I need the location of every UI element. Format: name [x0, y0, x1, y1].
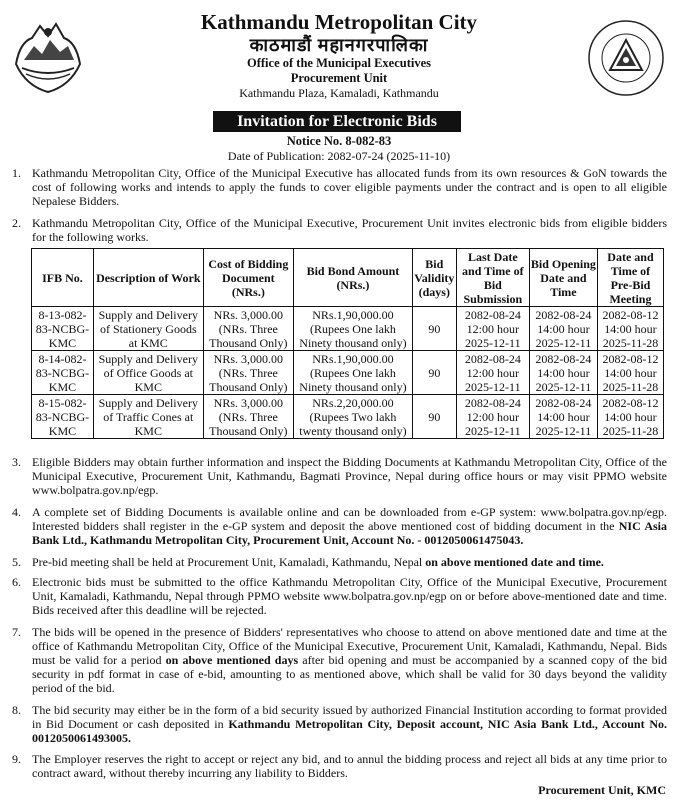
table-cell: NRs.1,90,000.00 (Rupees One lakh Ninety thousand only)	[294, 351, 413, 395]
table-cell: 2082-08-24 12:00 hour 2025-12-11	[456, 395, 529, 439]
column-header: Bid Validity (days)	[412, 249, 456, 307]
notice-number: Notice No. 8-082-83	[286, 134, 392, 148]
paragraph-text-wrap	[32, 555, 667, 569]
paragraph-text: A complete set of Bidding Documents is available online and can be downloaded from e-GP system: www.bolpatra.gov.np/egp. Interested bidders shall register in the e-GP system and deposit the above mentioned cost of bidding document in the	[32, 505, 667, 533]
bank-account-text: NIC Asia Bank Ltd., Kathmandu Metropolitan City, Procurement Unit, Account No. - 0012050061475043.	[32, 519, 668, 547]
column-header: Bid Bond Amount (NRs.)	[294, 249, 413, 307]
paragraph-8	[12, 703, 667, 745]
paragraph-9	[12, 752, 667, 780]
emphasis-text: on above mentioned date and time.	[425, 555, 604, 569]
table-cell: 2082-08-24 14:00 hour 2025-12-11	[529, 307, 597, 351]
table-cell: 2082-08-12 14:00 hour 2025-11-28	[597, 351, 663, 395]
paragraph-3	[12, 455, 667, 497]
paragraph-text: Pre-bid meeting shall be held at Procurement Unit, Kamaladi, Kathmandu, Nepal	[32, 555, 426, 569]
paragraph-text: The bid security may either be in the form of a bid security issued by authorized Financial Institution according to format provided in Bid Document or cash deposited in	[32, 703, 667, 731]
paragraph-text: Eligible Bidders may obtain further information and inspect the Bidding Documents at Kathmandu Metropolitan City, Office of the Municipal Executive, Procurement Unit, Kathmandu, Bagmati Province, Nepal during office hours or may visit PPMO website www.bolpatra.gov.np/egp.	[32, 455, 667, 497]
unit-name: Procurement Unit	[290, 71, 388, 85]
table-cell: 2082-08-24 14:00 hour 2025-12-11	[529, 395, 597, 439]
table-cell: NRs.2,20,000.00 (Rupees Two lakh twenty thousand only)	[294, 395, 413, 439]
column-header: Description of Work	[93, 249, 203, 307]
deposit-account-text: Kathmandu Metropolitan City, Deposit account, NIC Asia Bank Ltd., Account No. 0012050061493005.	[32, 717, 667, 745]
column-header: IFB No.	[32, 249, 94, 307]
paragraph-number: 7.	[12, 625, 21, 639]
paragraph-text: Kathmandu Metropolitan City, Office of the Municipal Executive has allocated funds from its own resources & GoN towards the cost of following works and intends to apply the funds to cover eligible payments under the contract and is open to all eligible Nepalese Bidders.	[32, 166, 667, 208]
table-header-row	[32, 249, 664, 307]
paragraph-number: 3.	[12, 455, 21, 469]
paragraph-text: The bids will be opened in the presence of Bidders' representatives who choose to attend on above mentioned date and time at the office of Kathmandu Metropolitan City, Office of the Municipal Executive, Procurement Unit, Kamaladi, Kathmandu, Nepal. Bids must be valid for a period	[32, 625, 667, 667]
kmc-emblem-logo	[10, 12, 86, 94]
paragraph-number: 6.	[12, 575, 21, 589]
paragraph-2	[12, 216, 667, 244]
table-cell: Supply and Delivery of Stationery Goods at KMC	[93, 307, 203, 351]
paragraph-number: 2.	[12, 216, 21, 230]
paragraph-6	[12, 575, 667, 617]
paragraph-text: after bid opening and must be accompanied by a scanned copy of the bid security in pdf format in case of e-bid, amounting to as mentioned above, which shall be valid for 30 days beyond the validity period of the bid.	[32, 653, 667, 695]
paragraph-5	[12, 555, 667, 569]
notice-header	[0, 0, 678, 112]
notice-title: Invitation for Electronic Bids	[213, 111, 461, 132]
paragraph-number: 1.	[12, 166, 21, 180]
org-name-nepali: काठमाडौं महानगरपालिका	[249, 35, 429, 55]
table-cell: 8-13-082-83-NCBG-KMC	[32, 307, 94, 351]
signature: Procurement Unit, KMC	[538, 783, 666, 797]
table-row	[32, 307, 664, 351]
table-cell: 90	[412, 351, 456, 395]
column-header: Cost of Bidding Document (NRs.)	[203, 249, 293, 307]
paragraph-text: Electronic bids must be submitted to the office Kathmandu Metropolitan City, Office of the Municipal Executive, Procurement Unit, Kamaladi, Kathmandu, Nepal through PPMO website www.bolpatra.gov.np/egp on or before above-mentioned date and time. Bids received after this deadline will be rejected.	[32, 575, 667, 617]
paragraph-text: The Employer reserves the right to accept or reject any bid, and to annul the bidding process and reject all bids at any time prior to contract award, without thereby incurring any liability to Bidders.	[32, 752, 667, 780]
paragraph-number: 8.	[12, 703, 21, 717]
kmc-seal-stamp	[586, 18, 666, 98]
paragraph-number: 9.	[12, 752, 21, 766]
column-header: Date and Time of Pre-Bid Meeting	[597, 249, 663, 307]
paragraph-4	[12, 505, 667, 547]
bids-table	[31, 248, 664, 439]
table-cell: 2082-08-24 14:00 hour 2025-12-11	[529, 351, 597, 395]
table-cell: 90	[412, 395, 456, 439]
office-name: Office of the Municipal Executives	[247, 56, 431, 70]
paragraph-text-wrap	[32, 703, 667, 745]
table-cell: 2082-08-12 14:00 hour 2025-11-28	[597, 395, 663, 439]
table-row	[32, 351, 664, 395]
office-address: Kathmandu Plaza, Kamaladi, Kathmandu	[239, 86, 439, 100]
table-cell: 2082-08-24 12:00 hour 2025-12-11	[456, 351, 529, 395]
column-header: Bid Opening Date and Time	[529, 249, 597, 307]
publication-date: Date of Publication: 2082-07-24 (2025-11-10)	[227, 149, 451, 163]
column-header: Last Date and Time of Bid Submission	[456, 249, 529, 307]
paragraph-text-wrap	[32, 625, 667, 695]
table-cell: NRs. 3,000.00 (NRs. Three Thousand Only)	[203, 307, 293, 351]
table-cell: 2082-08-12 14:00 hour 2025-11-28	[597, 307, 663, 351]
org-name: Kathmandu Metropolitan City	[200, 10, 478, 34]
table-cell: Supply and Delivery of Traffic Cones at KMC	[93, 395, 203, 439]
table-cell: 90	[412, 307, 456, 351]
table-cell: 8-15-082-83-NCBG-KMC	[32, 395, 94, 439]
table-cell: Supply and Delivery of Office Goods at KMC	[93, 351, 203, 395]
paragraph-number: 4.	[12, 505, 21, 519]
paragraph-text: Kathmandu Metropolitan City, Office of the Municipal Executive, Procurement Unit invites electronic bids from eligible bidders for the following works.	[32, 216, 667, 244]
table-cell: NRs.1,90,000.00 (Rupees One lakh Ninety thousand only)	[294, 307, 413, 351]
table-cell: NRs. 3,000.00 (NRs. Three Thousand Only)	[203, 395, 293, 439]
table-row	[32, 395, 664, 439]
paragraph-text-wrap	[32, 505, 667, 547]
table-cell: NRs. 3,000.00 (NRs. Three Thousand Only)	[203, 351, 293, 395]
paragraph-1	[12, 166, 667, 208]
table-cell: 8-14-082-83-NCBG-KMC	[32, 351, 94, 395]
paragraph-number: 5.	[12, 555, 21, 569]
table-cell: 2082-08-24 12:00 hour 2025-12-11	[456, 307, 529, 351]
emphasis-text: on above mentioned days	[165, 653, 299, 667]
paragraph-7	[12, 625, 667, 695]
